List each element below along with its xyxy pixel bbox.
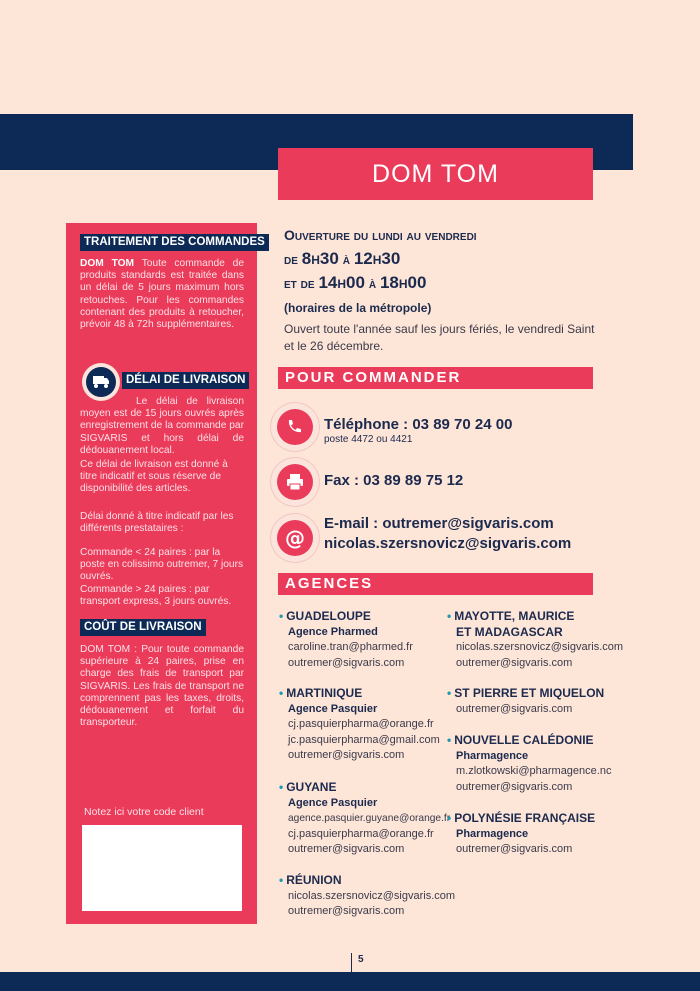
phone-number[interactable]: Téléphone : 03 89 70 24 00 (324, 416, 513, 433)
agency-name: • MARTINIQUE (288, 686, 440, 702)
page-number: 5 (358, 954, 364, 965)
agency-name-line-2: ET MADAGASCAR (456, 624, 563, 639)
agency-name: • NOUVELLE CALÉDONIE (456, 733, 611, 749)
agency-email[interactable]: outremer@sigvaris.com (456, 843, 573, 855)
agency-sub: Pharmagence (456, 827, 529, 840)
agency-guyane (288, 780, 450, 858)
delivery-text-2: Ce délai de livraison est donné à titre indicatif et sous réserve de disponibilité des articles. (80, 459, 228, 495)
delivery-text-1: Le délai de livraison moyen est de 15 jours ouvrés après enregistrement de la commande par SIGVARIS et hors délai de dédouanement local. (80, 396, 244, 456)
phone-extension: poste 4472 ou 4421 (324, 434, 413, 445)
hours-line-2 (284, 247, 604, 271)
hours-morning-end: 12h30 (353, 249, 401, 268)
hours-and-from-label: et de (284, 275, 319, 291)
hours-to-label-2: à (364, 275, 380, 291)
agency-guadeloupe (288, 609, 413, 671)
agency-email[interactable]: outremer@sigvaris.com (456, 656, 573, 669)
hours-to-label: à (338, 251, 354, 267)
email-secondary[interactable]: nicolas.szersnovicz@sigvaris.com (324, 535, 572, 552)
hours-afternoon-start: 14h00 (318, 273, 365, 292)
agency-reunion (288, 873, 455, 920)
agency-email[interactable]: outremer@sigvaris.com (456, 780, 573, 793)
agency-email[interactable]: m.zlotkowski@pharmagence.nc (456, 765, 612, 777)
agency-email[interactable]: caroline.tran@pharmed.fr (288, 641, 413, 653)
agency-email[interactable]: outremer@sigvaris.com (456, 702, 573, 715)
agency-name: • GUADELOUPE (288, 609, 413, 625)
agency-email[interactable]: nicolas.szersnovicz@sigvaris.com (288, 889, 456, 902)
agency-st-pierre (456, 686, 604, 717)
agencies-section-title: AGENCES (278, 573, 593, 595)
hours-line-1: Ouverture du lundi au vendredi (284, 227, 477, 243)
footer-band (0, 972, 700, 991)
sidebar-panel (66, 223, 265, 924)
email-primary[interactable]: E-mail : outremer@sigvaris.com (324, 515, 554, 532)
agency-email[interactable]: outremer@sigvaris.com (288, 749, 405, 761)
agency-name: • POLYNÉSIE FRANÇAISE (456, 811, 595, 827)
agency-email[interactable]: cj.pasquierpharma@orange.fr (288, 827, 434, 840)
phone-icon (271, 403, 319, 451)
agency-sub: Agence Pasquier (288, 702, 378, 715)
agency-name: • GUYANE (288, 780, 450, 796)
agency-email[interactable]: outremer@sigvaris.com (288, 905, 405, 917)
section-title-delivery: DÉLAI DE LIVRAISON (122, 372, 249, 389)
client-code-label: Notez ici votre code client (84, 806, 204, 818)
section-title-processing: TRAITEMENT DES COMMANDES (80, 234, 269, 251)
delivery-text-5: Commande > 24 paires : par transport express, 3 jours ouvrés. (80, 584, 232, 608)
agency-sub: Agence Pharmed (288, 625, 378, 638)
page-number-divider (351, 953, 352, 972)
hours-line-3 (284, 271, 604, 295)
hours-from-label: de (284, 251, 302, 267)
opening-hours (284, 224, 604, 355)
processing-text (80, 258, 244, 331)
hours-morning-start: 8h30 (301, 249, 339, 268)
client-code-box[interactable] (82, 825, 242, 911)
agency-polynesie (456, 811, 595, 858)
agency-mayotte (456, 609, 623, 671)
hours-afternoon-end: 18h00 (379, 273, 427, 292)
agency-martinique (288, 686, 440, 764)
agency-nouvelle-caledonie (456, 733, 611, 795)
agency-sub: Agence Pasquier (288, 796, 378, 809)
section-title-cost: COÛT DE LIVRAISON (80, 619, 206, 636)
agency-name: • ST PIERRE ET MIQUELON (456, 686, 604, 702)
hours-note: (horaires de la métropole) (284, 301, 432, 315)
agency-name: • RÉUNION (288, 873, 455, 889)
agency-email[interactable]: cj.pasquierpharma@orange.fr (288, 718, 434, 730)
at-icon: @ (271, 514, 319, 562)
delivery-text-4: Commande < 24 paires : par la poste en colissimo outremer, 7 jours ouvrés. (80, 547, 244, 583)
agency-email[interactable]: nicolas.szersnovicz@sigvaris.com (456, 641, 624, 653)
fax-number: Fax : 03 89 89 75 12 (324, 472, 464, 489)
page-title: DOM TOM (278, 148, 593, 200)
processing-lead: DOM TOM (80, 258, 135, 269)
agency-email[interactable]: outremer@sigvaris.com (288, 843, 405, 855)
agency-email[interactable]: jc.pasquierpharma@gmail.com (288, 733, 440, 746)
agency-name: • MAYOTTE, MAURICE (456, 609, 623, 625)
processing-body: Toute commande de produits standards est traitée dans un délai de 5 jours maximum hors retouches. Pour les commandes contenant des produits à retoucher, prévoir 48 à 72h supplémentaires. (80, 258, 244, 331)
delivery-text-3: Délai donné à titre indicatif par les différents prestataires : (80, 511, 234, 535)
agency-email[interactable]: outremer@sigvaris.com (288, 656, 405, 669)
order-section-title: POUR COMMANDER (278, 367, 593, 389)
agency-email[interactable]: agence.pasquier.guyane@orange.fr (288, 813, 451, 824)
hours-text: Ouvert toute l'année sauf les jours fériés, le vendredi Saint et le 26 décembre. (284, 322, 595, 353)
fax-icon (271, 458, 319, 506)
agency-sub: Pharmagence (456, 749, 529, 762)
cost-text: DOM TOM : Pour toute commande supérieure à 24 paires, prise en charge des frais de transport par SIGVARIS. Les frais de transport ne comprennent pas les taxes, droits, dédouanement et forfait du transporteur. (80, 644, 244, 729)
